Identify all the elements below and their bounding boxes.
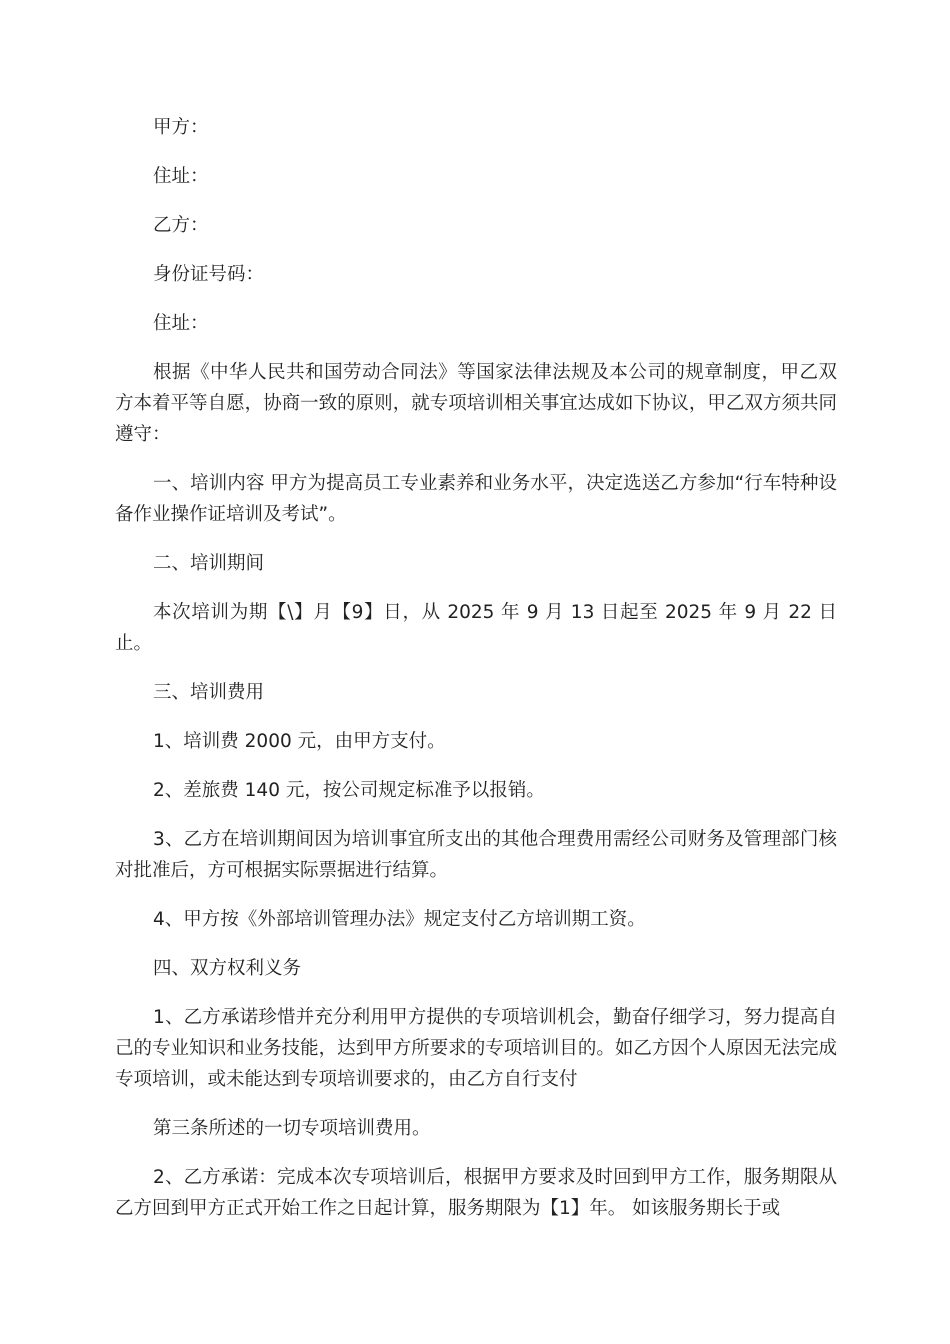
training-period-heading: 二、培训期间 [153, 553, 265, 574]
preamble-paragraph: 根据《中华人民共和国劳动合同法》等国家法律法规及本公司的规章制度，甲乙双方本着平等自愿，协商一致的原则，就专项培训相关事宜达成如下协议，甲乙双方须共同遵守： [115, 362, 837, 445]
party-b-label: 乙方： [153, 215, 209, 236]
party-b-address-label: 住址： [153, 313, 209, 334]
obligation-item-1: 1、乙方承诺珍惜并充分利用甲方提供的专项培训机会，勤奋仔细学习，努力提高自己的专业知识和业务技能，达到甲方所要求的专项培训目的。如乙方因个人原因无法完成专项培训，或未能达到专项培训要求的，由乙方自行支付 [115, 1007, 837, 1090]
party-a-label: 甲方： [153, 117, 209, 138]
id-number-label: 身份证号码： [153, 264, 265, 285]
training-period-paragraph: 本次培训为期【\】月【9】日，从 2025 年 9 月 13 日起至 2025 年 9 月 22 日止。 [115, 602, 837, 654]
fee-item-3: 3、乙方在培训期间因为培训事宜所支出的其他合理费用需经公司财务及管理部门核对批准后，方可根据实际票据进行结算。 [115, 829, 837, 881]
party-a-address-label: 住址： [153, 166, 209, 187]
fee-item-1: 1、培训费 2000 元，由甲方支付。 [153, 731, 446, 752]
obligation-item-2: 2、乙方承诺：完成本次专项培训后，根据甲方要求及时回到甲方工作，服务期限从乙方回到甲方正式开始工作之日起计算，服务期限为【1】年。 如该服务期长于或 [115, 1167, 837, 1219]
fee-item-2: 2、差旅费 140 元，按公司规定标准予以报销。 [153, 780, 545, 801]
obligation-item-1-continued: 第三条所述的一切专项培训费用。 [153, 1118, 431, 1139]
document-body [115, 112, 837, 1242]
fee-item-4: 4、甲方按《外部培训管理办法》规定支付乙方培训期工资。 [153, 909, 646, 930]
training-fees-heading: 三、培训费用 [153, 682, 265, 703]
training-content-paragraph: 一、培训内容 甲方为提高员工专业素养和业务水平，决定选送乙方参加“行车特种设备作业操作证培训及考试”。 [115, 473, 837, 525]
rights-obligations-heading: 四、双方权利义务 [153, 958, 302, 979]
